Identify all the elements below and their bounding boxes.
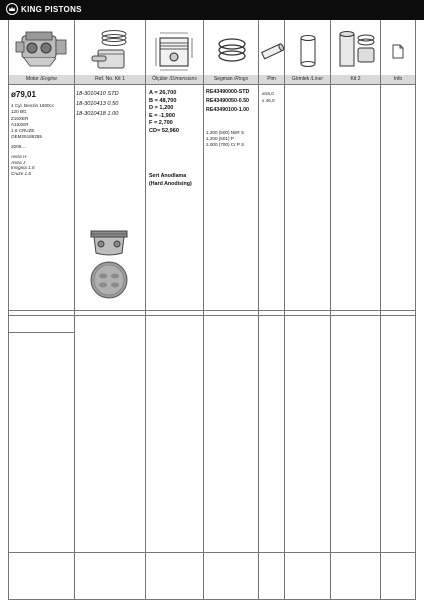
dimension-value: D = 1,200 bbox=[149, 105, 174, 112]
ring-set-number: RE43490000-STD bbox=[206, 89, 250, 95]
dimension-value: CD= 52,960 bbox=[149, 127, 180, 134]
crown-icon bbox=[6, 3, 18, 15]
piston-kit-icon bbox=[84, 28, 138, 72]
ring-spec: 2.000 (700) Cr P S bbox=[206, 142, 245, 147]
header-engine-en: /Engine bbox=[40, 76, 58, 82]
header-liner-label: Gömlek bbox=[291, 76, 311, 82]
header-liner bbox=[285, 75, 330, 84]
header-dimensions-en: /Dimensions bbox=[169, 76, 197, 82]
coating-line: Sert Anodlama bbox=[149, 173, 187, 179]
header-ref-label: Ref. No. Kit 1 bbox=[95, 76, 125, 82]
row-divider bbox=[8, 332, 74, 333]
engine-spec-line: A16XER bbox=[11, 121, 29, 127]
dimension-value: A = 26,700 bbox=[149, 90, 177, 96]
row-divider bbox=[8, 315, 416, 316]
brand-bar bbox=[0, 0, 424, 20]
ref-number: 18-3010413 0.50 bbox=[76, 101, 119, 107]
header-info bbox=[381, 75, 415, 84]
engine-years-value: 2009 bbox=[11, 144, 22, 149]
pin-size bbox=[262, 90, 275, 104]
row-divider bbox=[8, 84, 416, 85]
header-rings bbox=[204, 75, 258, 84]
engine-model: Astra J bbox=[11, 159, 26, 165]
engine-model: Cruze 1.6 bbox=[11, 170, 31, 176]
ref-number-list bbox=[76, 89, 119, 119]
document-icon bbox=[392, 44, 404, 59]
piston-rings-icon bbox=[215, 36, 249, 68]
ring-spec: 1.200 (501) P bbox=[206, 136, 234, 141]
dimension-list bbox=[149, 90, 179, 136]
engine-spec-line: Z16XER bbox=[11, 115, 29, 121]
engine-model: Insignia 1.6 bbox=[11, 165, 35, 171]
ring-set-list bbox=[206, 88, 249, 115]
header-pin-label: Pim bbox=[267, 76, 276, 82]
header-dimensions bbox=[146, 75, 203, 84]
brand-name: KING PISTONS bbox=[21, 4, 82, 14]
dimension-value: F = 2,700 bbox=[149, 120, 173, 127]
engine-years-suffix: ----- bbox=[21, 145, 27, 149]
header-liner-en: /Liner bbox=[310, 76, 324, 82]
ring-spec: 1.200 (500) NitR S bbox=[206, 130, 245, 135]
ref-number: 18-3010410 STD bbox=[76, 91, 119, 97]
header-engine-label: Motor bbox=[25, 76, 41, 82]
piston-side-photo bbox=[89, 229, 129, 257]
pin-length: x 46,0 bbox=[262, 98, 275, 103]
pin-diameter: ø19,0 bbox=[262, 91, 274, 96]
dimension-value: B = 48,700 bbox=[149, 97, 177, 104]
header-pin bbox=[259, 75, 284, 84]
engine-spec-line: 120 BG bbox=[11, 109, 27, 115]
row-divider bbox=[8, 310, 416, 311]
header-kit2 bbox=[331, 75, 380, 84]
engine-years bbox=[11, 144, 26, 150]
header-info-label: Info bbox=[393, 76, 403, 82]
header-dimensions-label: Ölçüler bbox=[152, 76, 170, 82]
header-rings-en: /Rings bbox=[233, 76, 249, 82]
ring-spec-list bbox=[206, 130, 244, 148]
full-kit-icon bbox=[336, 30, 378, 72]
ring-set-number: RE43490050-0.50 bbox=[206, 98, 249, 104]
header-kit2-label: Kit 2 bbox=[350, 76, 361, 82]
piston-pin-icon bbox=[260, 40, 284, 62]
piston-top-photo bbox=[89, 260, 129, 300]
engine-model: Astra H bbox=[11, 154, 27, 159]
header-engine bbox=[9, 75, 74, 84]
bore-size: ø79,01 bbox=[11, 90, 36, 99]
engine-spec-line: 4 Cyl. Benzin 1600cc bbox=[11, 103, 55, 108]
dimension-value: E = -1,900 bbox=[149, 112, 175, 119]
cylinder-liner-icon bbox=[299, 34, 317, 68]
brand-logo bbox=[6, 3, 82, 15]
header-ref bbox=[75, 75, 145, 84]
row-divider bbox=[8, 552, 416, 553]
ring-set-number: RE43490100-1.00 bbox=[206, 107, 249, 113]
header-rings-label: Segman bbox=[213, 76, 234, 82]
engine-spec-line: 1.6 CRUZE bbox=[11, 128, 35, 134]
engine-models bbox=[11, 154, 35, 176]
engine-icon bbox=[12, 28, 70, 70]
coating-note bbox=[149, 173, 192, 188]
engine-spec-line: OEM25189255 bbox=[11, 134, 42, 140]
engine-specs bbox=[11, 103, 54, 141]
ref-number: 18-3010418 1.00 bbox=[76, 111, 119, 117]
coating-line: (Hard Anodising) bbox=[149, 180, 192, 187]
piston-dimension-icon bbox=[148, 28, 200, 72]
